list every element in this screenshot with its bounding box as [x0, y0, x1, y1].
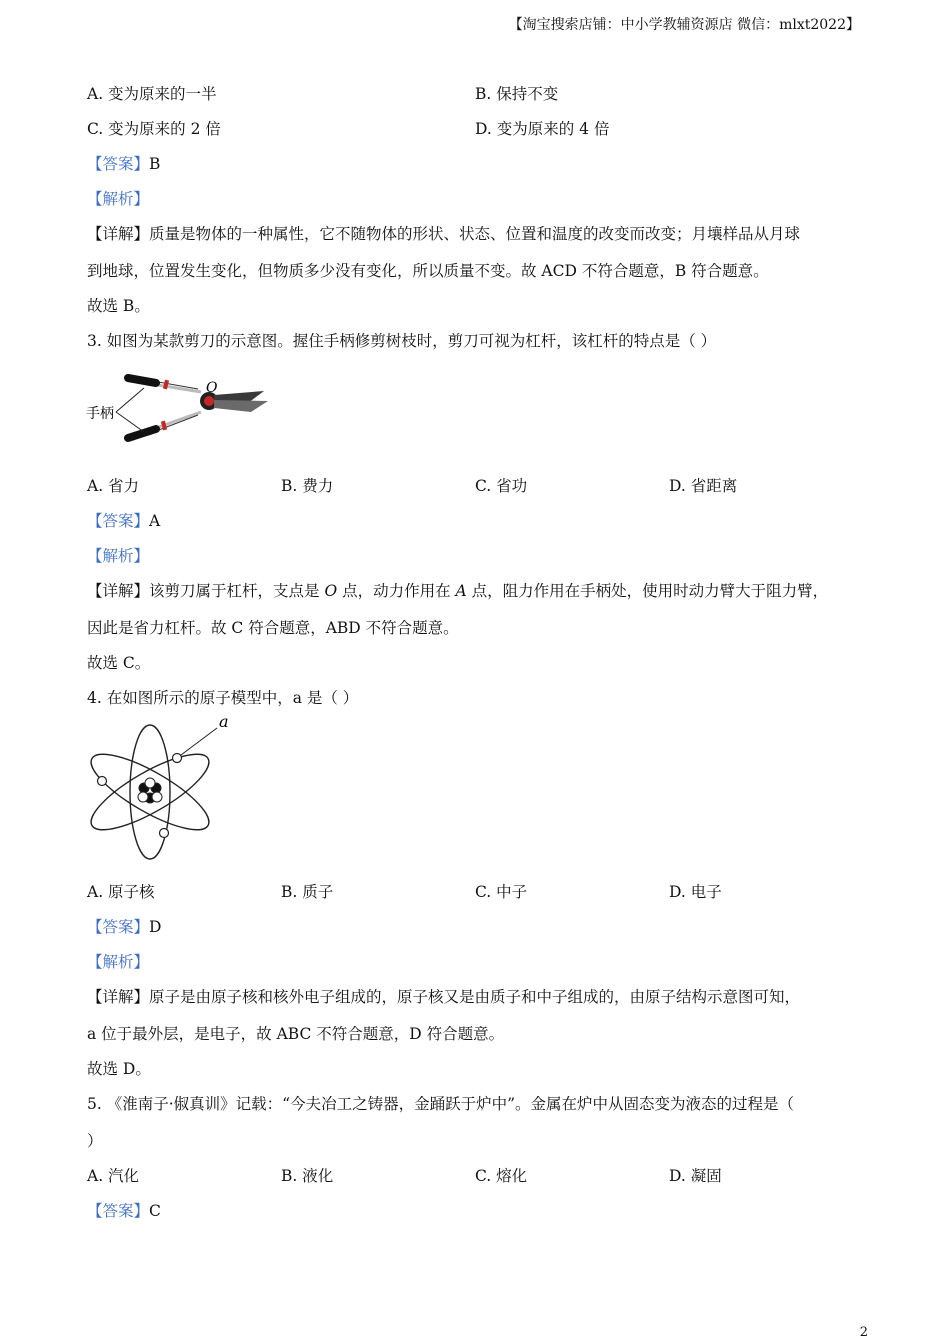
q5-option-d: D. 凝固: [669, 1167, 722, 1185]
answer-tag: 【答案】: [87, 918, 150, 936]
detail-tag: 【详解】: [87, 582, 150, 600]
q3-option-a: A. 省力: [87, 477, 140, 495]
q4-conclusion: 故选 D。: [87, 1060, 151, 1078]
q5-option-b: B. 液化: [281, 1167, 334, 1185]
q2-option-a: A. 变为原来的一半: [87, 85, 217, 103]
q5-answer-line: [87, 1199, 161, 1221]
answer-tag: 【答案】: [87, 1202, 150, 1220]
q4-analysis-tag: 【解析】: [87, 953, 150, 971]
q3-analysis-tag: 【解析】: [87, 547, 150, 565]
detail-tag: 【详解】: [87, 988, 150, 1006]
q2-answer: B: [149, 155, 161, 173]
q4-option-d: D. 电子: [669, 883, 722, 901]
q3-detail-a: A: [455, 582, 467, 600]
q2-option-b: B. 保持不变: [475, 85, 559, 103]
page-number: 2: [859, 1325, 868, 1340]
q3-detail-line-2: 因此是省力杠杆。故 C 符合题意，ABD 不符合题意。: [87, 619, 459, 637]
q3-detail-o: O: [324, 582, 338, 600]
q5-option-c: C. 熔化: [475, 1167, 528, 1185]
q4-detail-1: 原子是由原子核和核外电子组成的，原子核又是由质子和中子组成的，由原子结构示意图可知，: [149, 988, 801, 1006]
q2-answer-line: [87, 152, 160, 174]
q4-question: 4. 在如图所示的原子模型中，a 是（ ）: [87, 689, 359, 707]
q2-conclusion: 故选 B。: [87, 297, 150, 315]
atom-model-figure: [84, 712, 244, 864]
q3-detail-1b: 点，动力作用在: [337, 582, 456, 600]
q5-question-line-1: 5. 《淮南子·俶真训》记载：“今夫冶工之铸器，金踊跃于炉中”。金属在炉中从固态变为液态的过程是（: [87, 1095, 794, 1113]
q3-detail-line-1: [87, 579, 828, 601]
q3-option-d: D. 省距离: [669, 477, 738, 495]
q3-detail-1a: 该剪刀属于杠杆，支点是: [149, 582, 325, 600]
q2-detail-line-2: 到地球，位置发生变化，但物质多少没有变化，所以质量不变。故 ACD 不符合题意，B 符合题意。: [87, 262, 769, 280]
q2-option-d: D. 变为原来的 4 倍: [475, 120, 610, 138]
q2-detail-1: 质量是物体的一种属性，它不随物体的形状、状态、位置和温度的改变而改变；月壤样品从月球: [149, 225, 801, 243]
q4-answer-line: [87, 915, 161, 937]
q4-detail-line-2: a 位于最外层，是电子，故 ABC 不符合题意，D 符合题意。: [87, 1025, 505, 1043]
q3-detail-1c: 点，阻力作用在手柄处，使用时动力臂大于阻力臂，: [466, 582, 829, 600]
q2-detail-line-1: [87, 222, 800, 244]
scissors-figure: [86, 368, 276, 448]
q3-question: 3. 如图为某款剪刀的示意图。握住手柄修剪树枝时，剪刀可视为杠杆，该杠杆的特点是（ ）: [87, 332, 717, 350]
q2-analysis-tag: 【解析】: [87, 190, 150, 208]
q4-option-b: B. 质子: [281, 883, 334, 901]
handle-label: 手柄: [86, 406, 114, 422]
fulcrum-label-o: O: [206, 380, 218, 396]
detail-tag: 【详解】: [87, 225, 150, 243]
q2-option-c: C. 变为原来的 2 倍: [87, 120, 221, 138]
q5-option-a: A. 汽化: [87, 1167, 140, 1185]
q4-detail-line-1: [87, 985, 800, 1007]
answer-tag: 【答案】: [87, 512, 150, 530]
q4-option-c: C. 中子: [475, 883, 528, 901]
q3-answer: A: [149, 512, 161, 530]
q5-question-line-2: ）: [87, 1132, 103, 1150]
q4-option-a: A. 原子核: [87, 883, 155, 901]
q3-option-c: C. 省功: [475, 477, 528, 495]
page-header: 【淘宝搜索店铺：中小学教辅资源店 微信：mlxt2022】: [508, 17, 860, 33]
q3-conclusion: 故选 C。: [87, 654, 151, 672]
electron-label-a: a: [219, 712, 229, 731]
q4-answer: D: [149, 918, 162, 936]
q5-answer: C: [149, 1202, 161, 1220]
answer-tag: 【答案】: [87, 155, 150, 173]
q3-answer-line: [87, 509, 160, 531]
q3-option-b: B. 费力: [281, 477, 334, 495]
